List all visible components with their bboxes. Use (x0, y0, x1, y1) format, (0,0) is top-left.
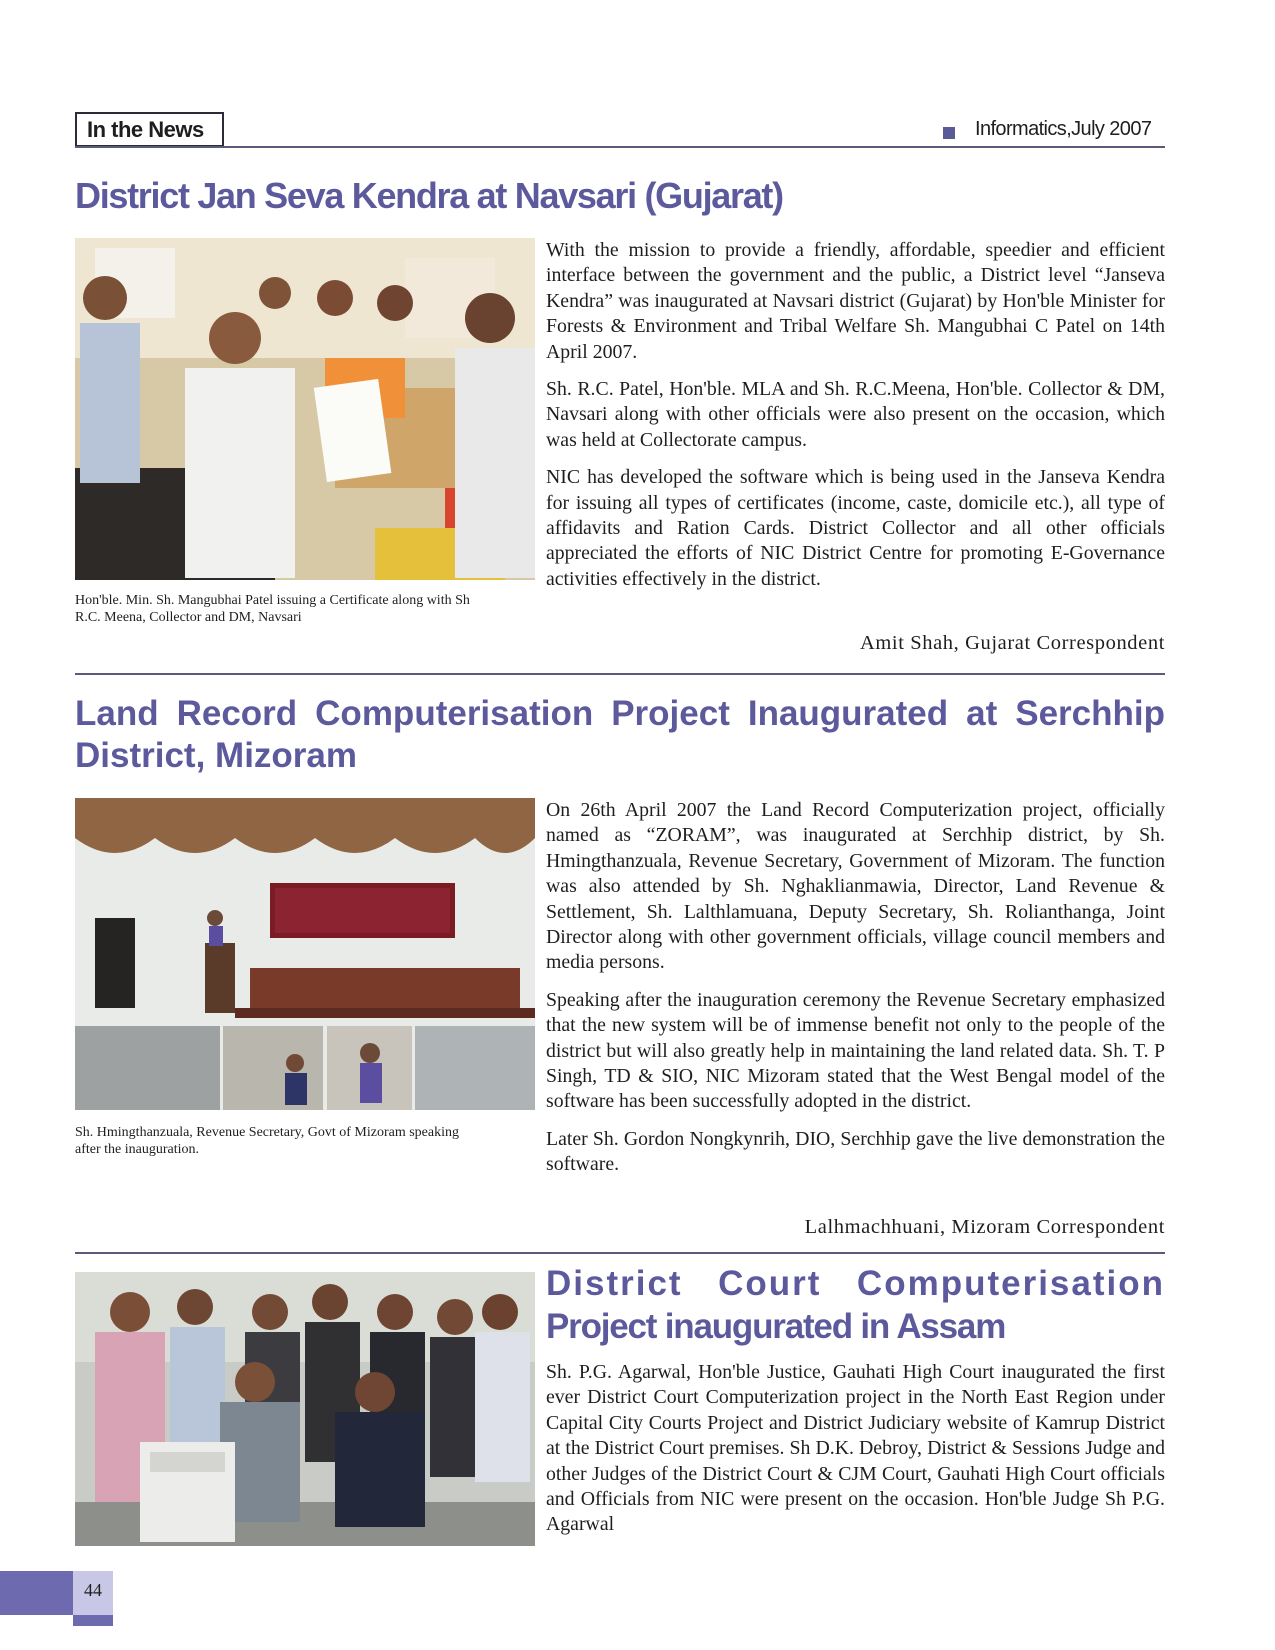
article-divider (75, 673, 1165, 675)
article2-paragraph: Later Sh. Gordon Nongkynrih, DIO, Serchhip gave the live demonstration the software. (546, 1127, 1165, 1176)
article1-author: Amit Shah, Gujarat Correspondent (859, 632, 1165, 654)
footer-accent-bar (0, 1571, 73, 1615)
footer-accent-strip (73, 1615, 113, 1626)
article1-paragraph: NIC has developed the software which is being used in the Janseva Kendra for issuing all types of certificates (income, caste, domicile etc.), all type of affidavits and Ration Cards. District Collector and all other officials appreciated the efforts of NIC District Centre for promoting E-Governance activities effectively in the district. (546, 466, 1165, 590)
article1-caption (75, 592, 535, 626)
header-bullet-square (943, 127, 955, 139)
article1-body (546, 238, 1165, 604)
article2-paragraph: Speaking after the inauguration ceremony the Revenue Secretary emphasized that the new system will be of immense benefit not only to the people of the district but will also greatly help in maintaining the land related data. Sh. T. P Singh, TD & SIO, NIC Mizoram stated that the West Bengal model of the software has been successfully adopted in the district. (546, 988, 1165, 1113)
article3-photo-image (75, 1272, 535, 1546)
article1-title: District Jan Seva Kendra at Navsari (Gujarat) (75, 175, 783, 216)
article2-title: Land Record Computerisation Project Inaugurated at Serchhip District, Mizoram (75, 694, 1165, 775)
article2-author: Lalhmachhuani, Mizoram Correspondent (804, 1216, 1165, 1238)
article3-title-line1: District Court Computerisation (546, 1264, 1165, 1303)
article3-photo (75, 1272, 535, 1546)
article3-title-line2: Project inaugurated in Assam (546, 1307, 1006, 1346)
article2-paragraph: On 26th April 2007 the Land Record Computerization project, officially named as “ZORAM”, was inaugurated at Serchhip district, by Sh. Hmingthanzuala, Revenue Secretary, Government of Mizoram. The function was also attended by Sh. Nghaklianmawia, Director, Land Revenue & Settlement, Sh. Lalthlamuana, Deputy Secretary, Sh. Rolianthanga, Joint Director along with other government officials, village council members and media persons. (546, 799, 1165, 974)
article-divider (75, 1252, 1165, 1254)
section-label: In the News (75, 112, 224, 147)
article1-paragraph: Sh. R.C. Patel, Hon'ble. MLA and Sh. R.C.Meena, Hon'ble. Collector & DM, Navsari along with other officials were also present on the occasion, which was held at Collectorate campus. (546, 378, 1165, 451)
article1-paragraph: With the mission to provide a friendly, affordable, speedier and efficient interface between the government and the public, a District level “Janseva Kendra” was inaugurated at Navsari district (Gujarat) by Hon'ble Minister for Forests & Environment and Tribal Welfare Sh. Mangubhai C Patel on 14th April 2007. (546, 239, 1165, 363)
article2-photo-image (75, 798, 535, 1110)
article2-caption-line2: after the inauguration. (75, 1142, 200, 1157)
article1-caption-line2: R.C. Meena, Collector and DM, Navsari (75, 610, 302, 625)
article3-title (546, 1262, 1165, 1348)
article3-body (546, 1360, 1165, 1550)
article1-photo-image (75, 238, 535, 580)
article2-caption (75, 1124, 535, 1158)
page-number: 44 (84, 1580, 102, 1600)
article1-photo (75, 238, 535, 580)
article2-caption-line1: Sh. Hmingthanzuala, Revenue Secretary, Govt of Mizoram speaking (75, 1125, 459, 1140)
article3-paragraph: Sh. P.G. Agarwal, Hon'ble Justice, Gauhati High Court inaugurated the first ever District Court Computerization project in the North East Region under Capital City Courts Project and District Judiciary website of Kamrup District at the District Court premises. Sh D.K. Debroy, District & Sessions Judge and other Judges of the District Court & CJM Court, Gauhati High Court officials and Officials from NIC were present on the occasion. Hon'ble Judge Sh P.G. Agarwal (546, 1361, 1165, 1536)
header-rule (75, 146, 1165, 148)
article1-caption-line1: Hon'ble. Min. Sh. Mangubhai Patel issuing a Certificate along with Sh (75, 593, 470, 608)
publication-label: Informatics,July 2007 (975, 118, 1152, 140)
article2-photo (75, 798, 535, 1110)
article2-body (546, 798, 1165, 1190)
